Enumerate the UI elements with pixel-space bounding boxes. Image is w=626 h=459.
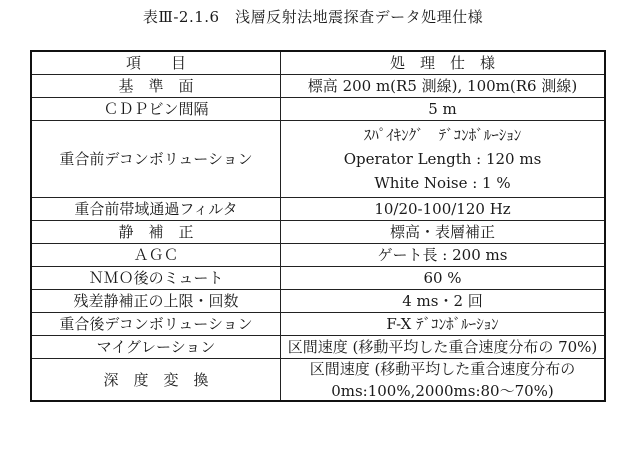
table-header-row (31, 51, 605, 75)
table-row (31, 198, 605, 221)
spec-line: ｽﾊﾟｲｷﾝｸﾞ ﾃﾞｺﾝﾎﾞﾙｰｼｮﾝ (363, 126, 522, 144)
row-item: ＡＧＣ (31, 244, 281, 267)
row-item: 静 補 正 (31, 221, 281, 244)
table-row (31, 359, 605, 402)
header-spec: 処 理 仕 様 (281, 51, 606, 75)
spec-line: 区間速度 (移動平均した重合速度分布の (309, 359, 576, 378)
row-item: 重合前デコンボリューション (31, 121, 281, 198)
row-spec: 標高・表層補正 (281, 221, 606, 244)
row-spec: ゲート長 : 200 ms (281, 244, 606, 267)
row-spec: 10/20-100/120 Hz (281, 198, 606, 221)
row-item: 残差静補正の上限・回数 (31, 290, 281, 313)
row-spec: 5 m (281, 98, 606, 121)
table-row (31, 336, 605, 359)
row-spec (281, 359, 606, 402)
row-spec (281, 121, 606, 198)
spec-line: Operator Length : 120 ms (343, 150, 542, 168)
row-spec: 標高 200 m(R5 測線), 100m(R6 測線) (281, 75, 606, 98)
spec-line: White Noise : 1 % (374, 174, 511, 192)
row-spec: 区間速度 (移動平均した重合速度分布の 70%) (281, 336, 606, 359)
spec-line: 0ms:100%,2000ms:80～70%) (331, 381, 554, 400)
row-item: ＣＤＰビン間隔 (31, 98, 281, 121)
row-item: 重合後デコンボリューション (31, 313, 281, 336)
table-row (31, 221, 605, 244)
processing-spec-table (30, 50, 606, 402)
table-row (31, 267, 605, 290)
table-row (31, 75, 605, 98)
table-row (31, 313, 605, 336)
table-row (31, 98, 605, 121)
row-spec: F-X ﾃﾞｺﾝﾎﾞﾙｰｼｮﾝ (281, 313, 606, 336)
row-item: 基 準 面 (31, 75, 281, 98)
table-row (31, 244, 605, 267)
table-title: 表Ⅲ-2.1.6 浅層反射法地震探査データ処理仕様 (142, 8, 484, 26)
row-item: 重合前帯域通過フィルタ (31, 198, 281, 221)
row-item: ＮＭＯ後のミュート (31, 267, 281, 290)
header-item: 項 目 (31, 51, 281, 75)
row-item: マイグレーション (31, 336, 281, 359)
row-item: 深 度 変 換 (31, 359, 281, 402)
table-row (31, 121, 605, 198)
row-spec: 60 % (281, 267, 606, 290)
table-row (31, 290, 605, 313)
row-spec: 4 ms・2 回 (281, 290, 606, 313)
